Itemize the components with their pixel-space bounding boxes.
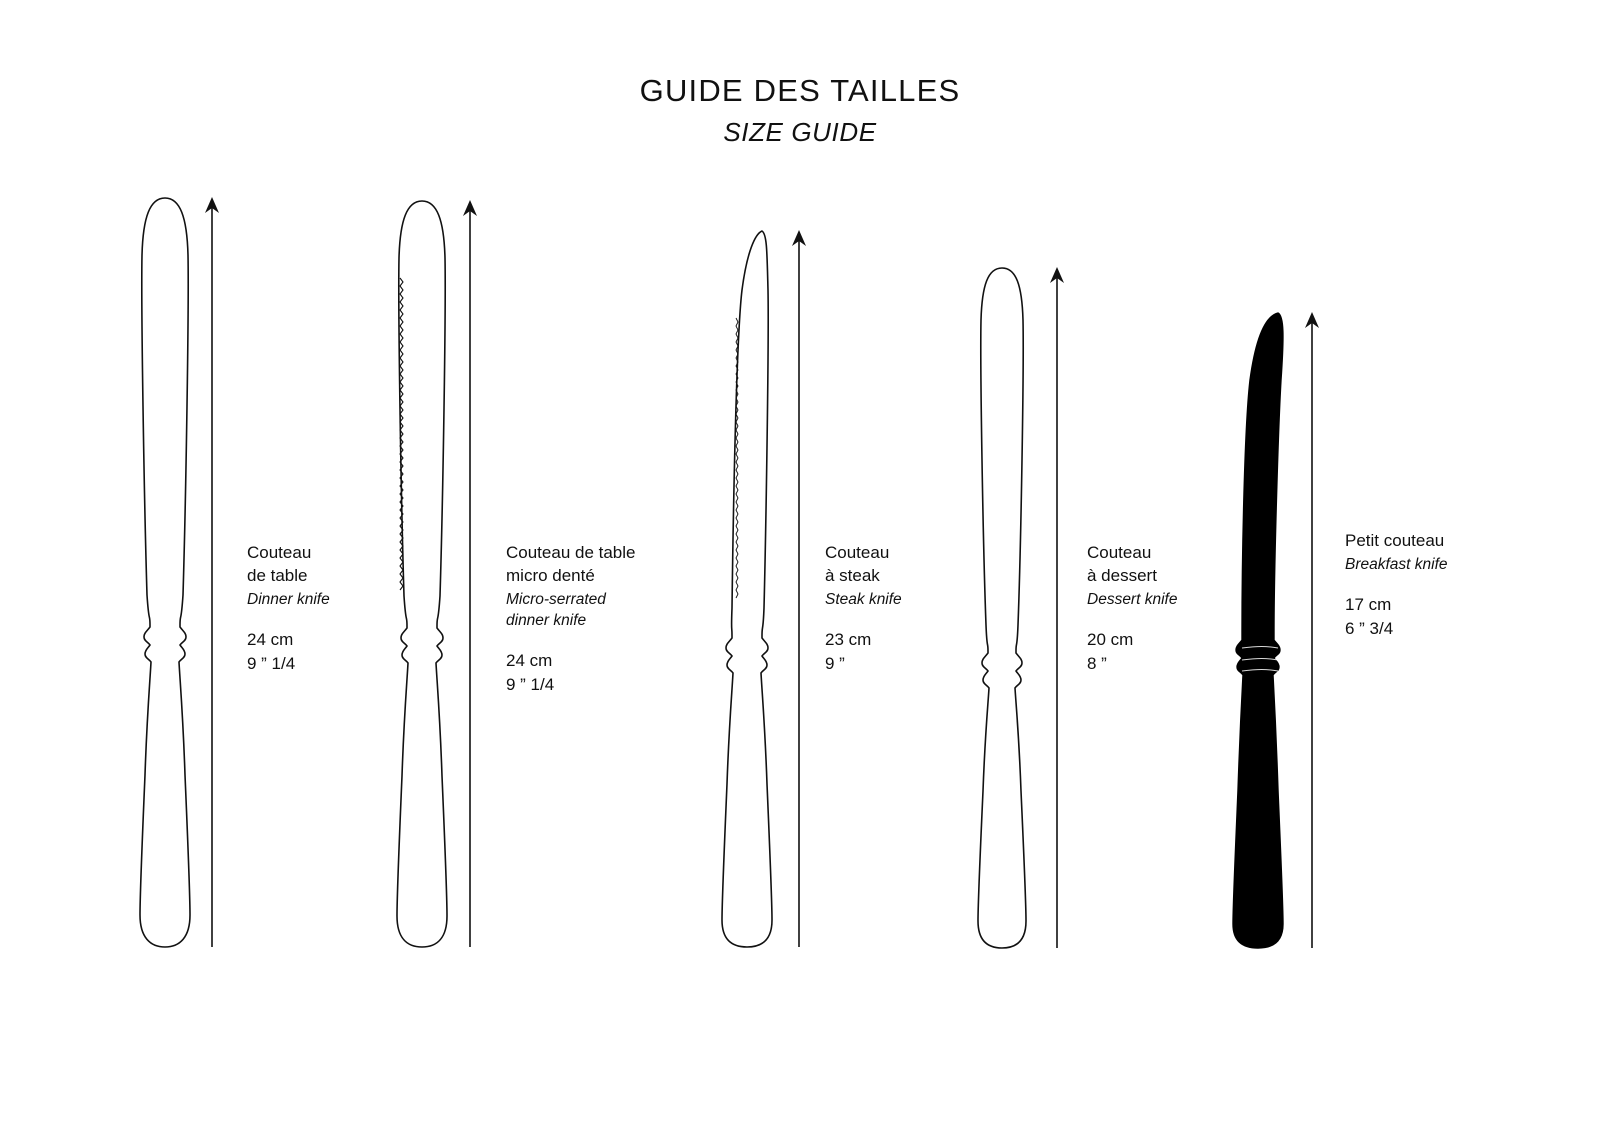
measure-arrow-steak-knife — [787, 228, 811, 950]
label-fr-line2: à steak — [825, 565, 880, 585]
size-cm: 20 cm — [1087, 629, 1134, 649]
label-en: Dinner knife — [247, 590, 330, 608]
measure-arrow-dinner-knife — [200, 195, 224, 950]
knife-illustration-micro-serrated-dinner-knife — [377, 198, 467, 950]
label-en-line1: Micro-serrated — [506, 590, 606, 608]
label-fr-line1: Petit couteau — [1345, 531, 1445, 550]
measure-arrow-breakfast-knife — [1300, 310, 1324, 950]
size-in: 8 ” — [1087, 653, 1107, 673]
measure-arrow-micro-serrated-dinner-knife — [458, 198, 482, 950]
page-subtitle: SIZE GUIDE — [723, 117, 877, 148]
measure-arrow-dessert-knife — [1045, 265, 1069, 950]
label-fr-line2: de table — [247, 565, 308, 585]
label-fr-line2: à dessert — [1087, 565, 1157, 585]
caption-breakfast-knife — [1345, 530, 1448, 640]
label-en: Dessert knife — [1087, 590, 1178, 608]
dimensions-dessert-knife — [1087, 628, 1177, 676]
label-en: Breakfast knife — [1345, 555, 1448, 573]
dimensions-micro-serrated-dinner-knife — [506, 649, 636, 697]
label-fr-line1: Couteau — [825, 543, 890, 562]
title-block — [0, 72, 1600, 148]
size-in: 6 ” 3/4 — [1345, 618, 1394, 638]
size-cm: 17 cm — [1345, 594, 1392, 614]
page-title: GUIDE DES TAILLES — [639, 73, 961, 108]
size-in: 9 ” — [825, 653, 845, 673]
size-in: 9 ” 1/4 — [247, 653, 296, 673]
dimensions-steak-knife — [825, 628, 902, 676]
size-cm: 23 cm — [825, 629, 872, 649]
label-fr-line2: micro denté — [506, 565, 595, 585]
label-fr-line1: Couteau — [1087, 543, 1152, 562]
knife-illustration-dessert-knife — [960, 265, 1044, 950]
knife-illustration-dinner-knife — [120, 195, 210, 950]
caption-micro-serrated-dinner-knife — [506, 542, 636, 696]
knife-illustration-steak-knife — [705, 228, 791, 950]
knife-illustration-breakfast-knife — [1218, 310, 1304, 950]
size-in: 9 ” 1/4 — [506, 674, 555, 694]
label-fr-line1: Couteau de table — [506, 543, 636, 562]
dimensions-breakfast-knife — [1345, 593, 1448, 641]
label-en: Steak knife — [825, 590, 902, 608]
label-fr-line1: Couteau — [247, 543, 312, 562]
label-en-line2: dinner knife — [506, 611, 587, 629]
caption-steak-knife — [825, 542, 902, 675]
dimensions-dinner-knife — [247, 628, 330, 676]
size-cm: 24 cm — [506, 650, 553, 670]
caption-dinner-knife — [247, 542, 330, 675]
size-cm: 24 cm — [247, 629, 294, 649]
caption-dessert-knife — [1087, 542, 1177, 675]
